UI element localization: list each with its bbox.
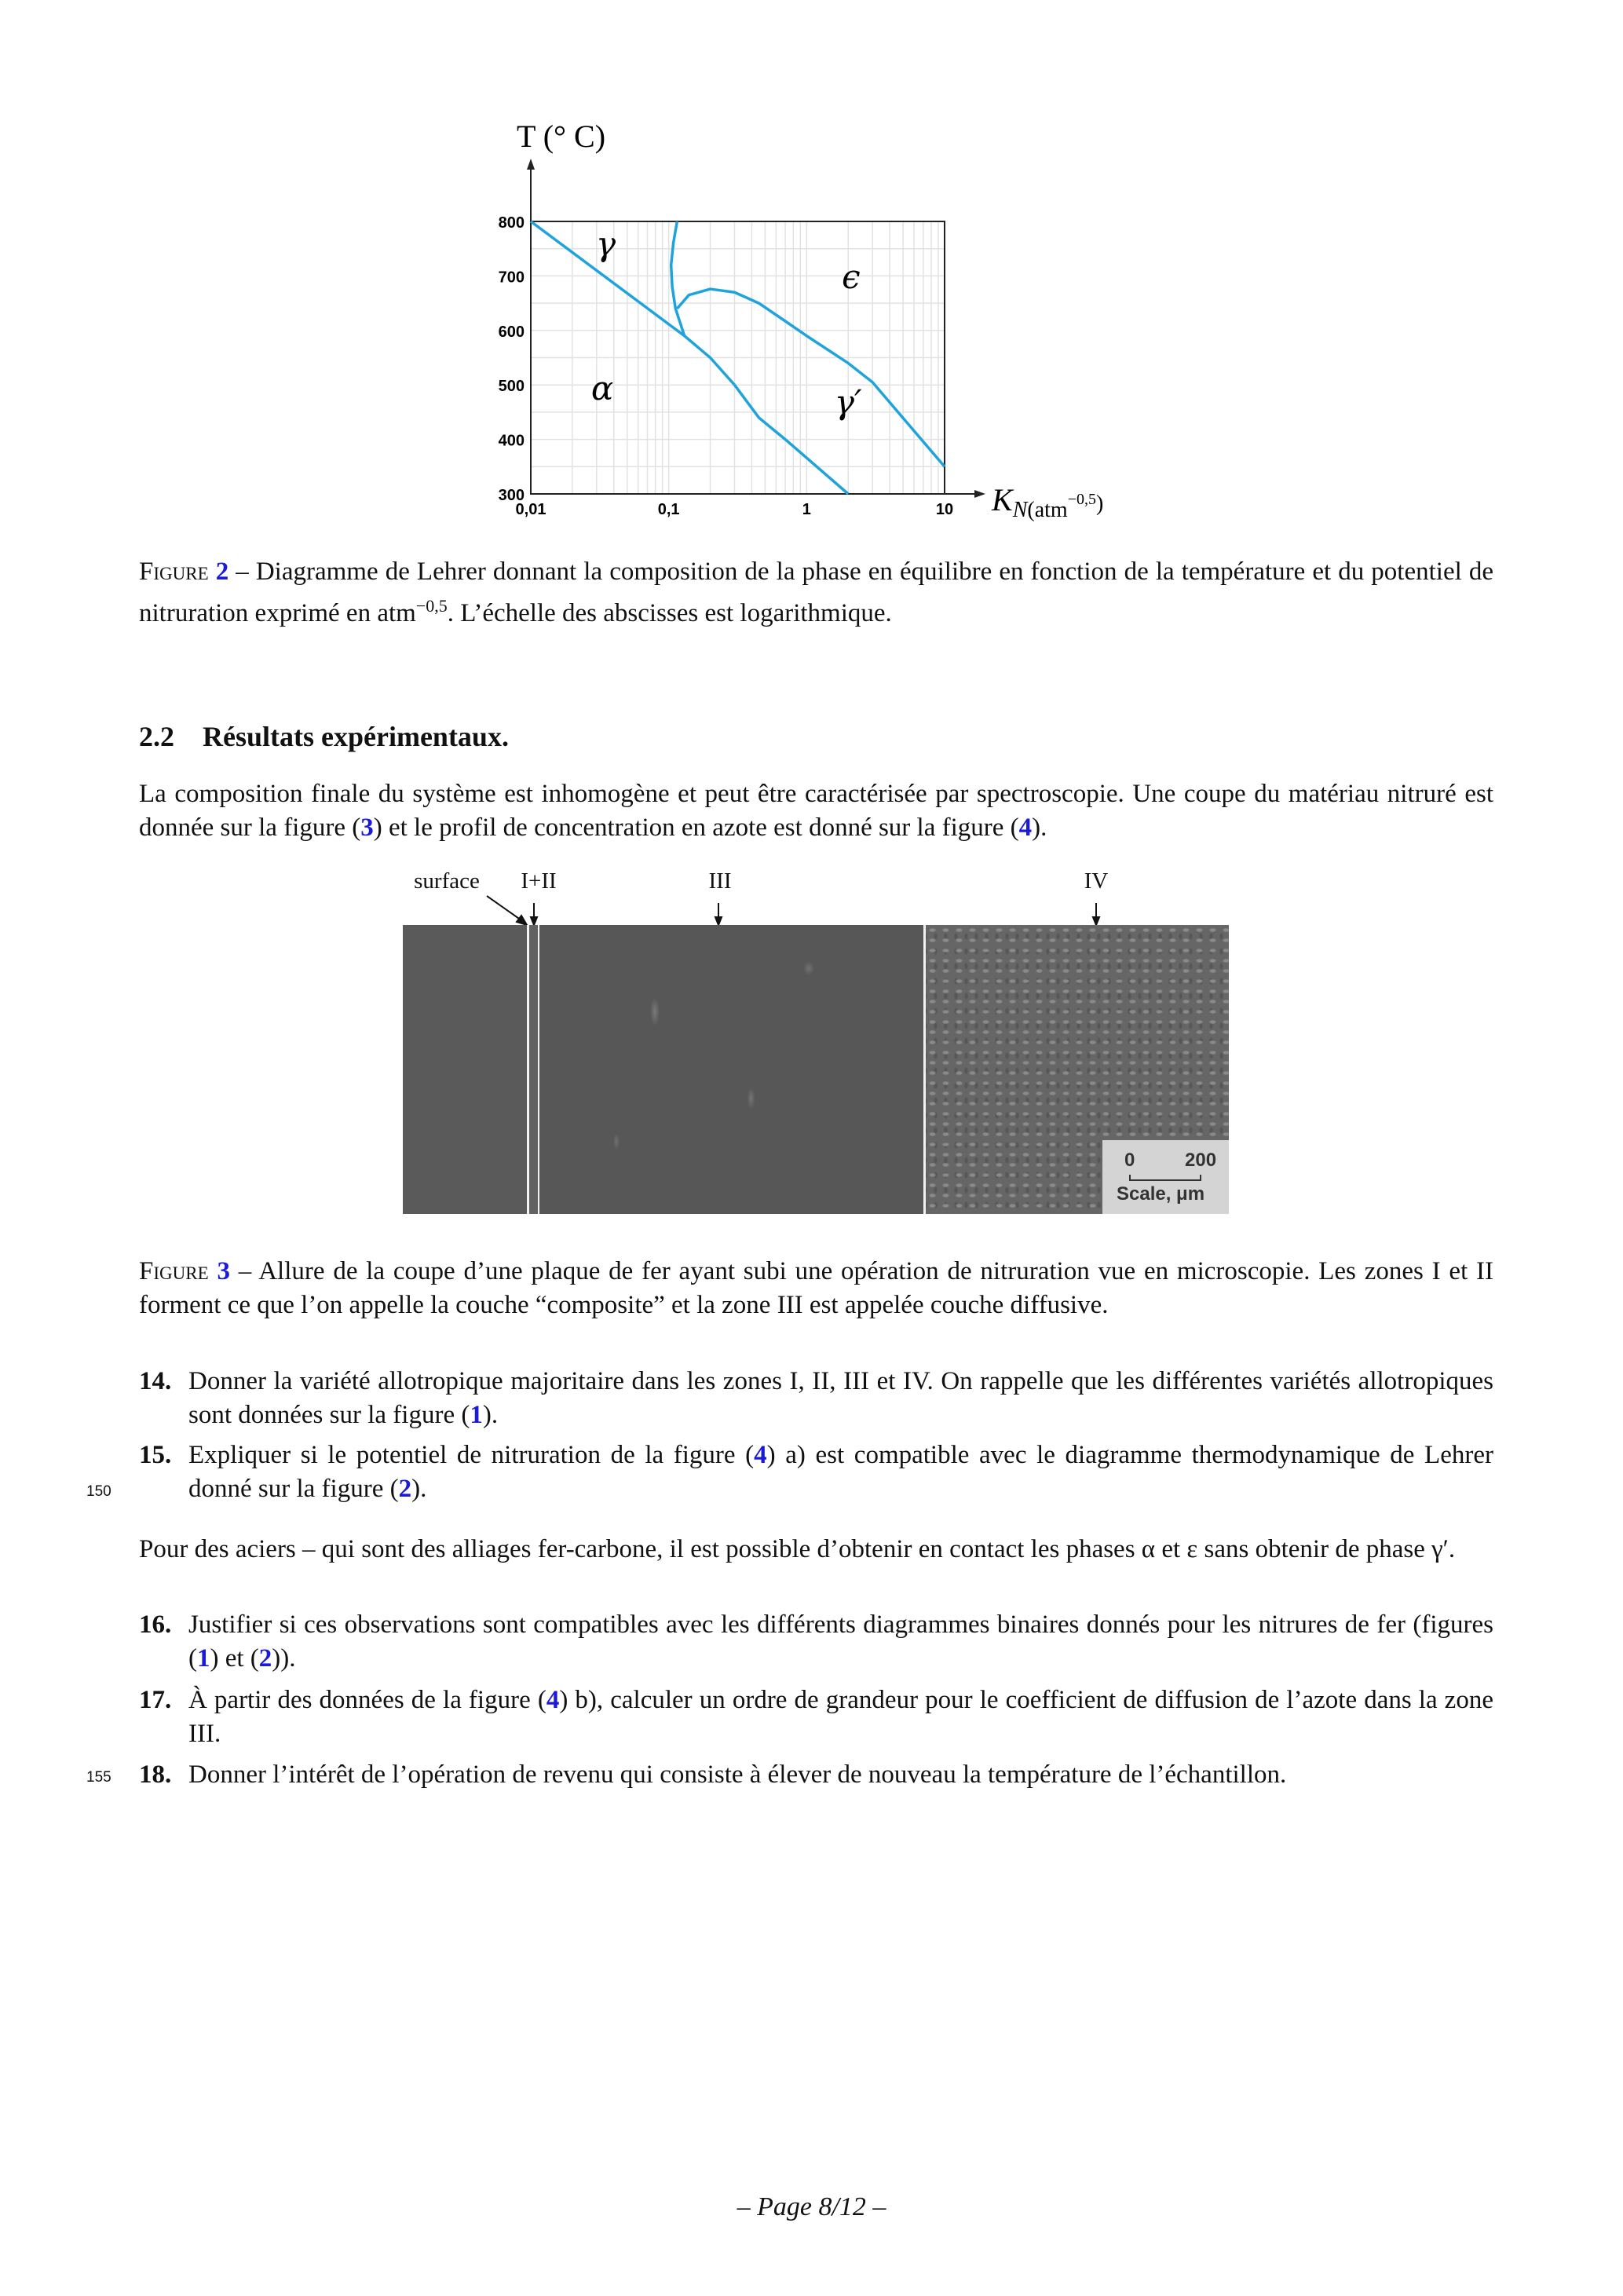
phase-label: α [590,369,614,408]
scale-min: 0 [1124,1150,1135,1171]
x-label-exp: −0,5 [1067,491,1096,508]
y-tick-label: 800 [498,214,525,232]
caption-label: Figure [139,558,209,586]
text: La composition finale du système est inhomogène et peut être caractérisée par spectroscopie. Une coupe du matériau nitruré est donnée sur la figure ( [139,780,1493,842]
phase-label: ϵ [842,257,861,296]
text: ). [1032,813,1047,842]
question-number: 15. [139,1441,172,1469]
question-14 [139,1365,1493,1432]
phase-label: γ [596,225,616,264]
figure-ref[interactable]: 1 [470,1401,483,1429]
text: Expliquer si le potentiel de nitruration de la figure ( [188,1441,755,1469]
scale-bar [1102,1140,1229,1214]
figure-ref[interactable]: 1 [197,1644,210,1673]
text: )). [272,1644,296,1673]
figure-ref[interactable]: 4 [754,1441,767,1469]
zone-3 [539,925,924,1214]
figure-ref[interactable]: 3 [360,813,374,842]
text: ) b), calculer un ordre de grandeur pour le coefficient de diffusion de l’azote dans la zone III. [188,1686,1493,1748]
caption-exponent: −0,5 [415,596,448,616]
arrow-icon [487,896,521,920]
figure-ref[interactable]: 2 [398,1475,412,1503]
question-number: 18. [139,1760,172,1789]
text: ). [482,1401,499,1429]
figure-ref[interactable]: 2 [258,1644,272,1673]
text: ). [411,1475,427,1503]
caption-text: – Diagramme de Lehrer donnant la composition de la phase en équilibre en fonction de la température et du potentiel de nitruration exprimé en atm [139,558,1493,627]
y-tick-label: 300 [498,487,525,504]
page-footer: – Page 8/12 – [737,2192,886,2221]
x-tick-label: 1 [802,501,811,518]
scale-unit: Scale, μm [1117,1183,1205,1205]
question-16 [139,1608,1493,1676]
question-18 [139,1758,1493,1792]
phase-label: γ′ [834,382,862,422]
y-tick-label: 400 [498,432,525,450]
text: Donner la variété allotropique majoritaire dans les zones I, II, III et IV. On rappelle que les différentes variétés allotropiques sont données sur la figure ( [188,1367,1493,1429]
figure-ref[interactable]: 4 [1018,813,1033,842]
caption-label: Figure [139,1257,209,1285]
question-15 [139,1439,1493,1506]
y-tick-label: 600 [498,323,525,341]
text: ) a) est compatible avec le diagramme thermodynamique de Lehrer donné sur la figure ( [188,1441,1493,1503]
label-zone-1-2: I+II [521,868,557,894]
x-label-main: K [992,482,1013,517]
figure-ref[interactable]: 4 [546,1686,560,1714]
y-tick-label: 500 [498,378,525,396]
figure-number[interactable]: 3 [217,1257,230,1285]
scale-line [1129,1175,1201,1181]
caption-text: – Allure de la coupe d’une plaque de fer ayant subi une opération de nitruration vue en microscopie. Les zones I et II forment ce que l’on appelle la couche “composite” et la zone III est appelée couche diffusive. [139,1257,1494,1319]
figure-3-caption [139,1255,1493,1322]
scale-max: 200 [1185,1150,1217,1171]
figure-number[interactable]: 2 [215,558,229,586]
section-title: Résultats expérimentaux. [203,721,509,752]
x-label-close: ) [1095,492,1104,516]
x-tick-label: 0,01 [515,501,546,518]
zone-surface [403,925,527,1214]
label-surface: surface [414,868,480,894]
label-zone-4: IV [1084,868,1109,894]
text: ) et ( [210,1644,259,1673]
text: Justifier si ces observations sont compatibles avec les différents diagrammes binaires donnés pour les nitrures de fer (figures ( [188,1610,1493,1673]
section-number: 2.2 [139,721,174,752]
question-17 [139,1684,1493,1751]
line-number: 150 [86,1483,111,1500]
figure-3-arrows [0,0,1623,942]
question-number: 14. [139,1367,172,1395]
text: À partir des données de la figure ( [188,1686,546,1714]
question-number: 17. [139,1686,172,1714]
text: ) et le profil de concentration en azote est donné sur la figure ( [373,813,1019,842]
x-tick-label: 0,1 [657,501,680,518]
x-label-sub: N [1012,498,1028,522]
text: Donner l’intérêt de l’opération de revenu qui consiste à élever de nouveau la température de l’échantillon. [188,1760,1287,1789]
y-tick-label: 700 [498,269,525,287]
y-axis-label: T (° C) [517,119,606,154]
label-zone-3: III [708,868,732,894]
question-number: 16. [139,1610,172,1639]
caption-text-end: . L’échelle des abscisses est logarithmique. [447,599,892,627]
line-number: 155 [86,1769,111,1786]
x-label-unit: (atm [1027,498,1068,522]
x-tick-label: 10 [935,501,954,518]
paragraph-steels: Pour des aciers – qui sont des alliages fer-carbone, il est possible d’obtenir en contact les phases α et ε sans obtenir de phase γ′. [139,1535,1456,1563]
micrograph-image [403,925,1229,1214]
